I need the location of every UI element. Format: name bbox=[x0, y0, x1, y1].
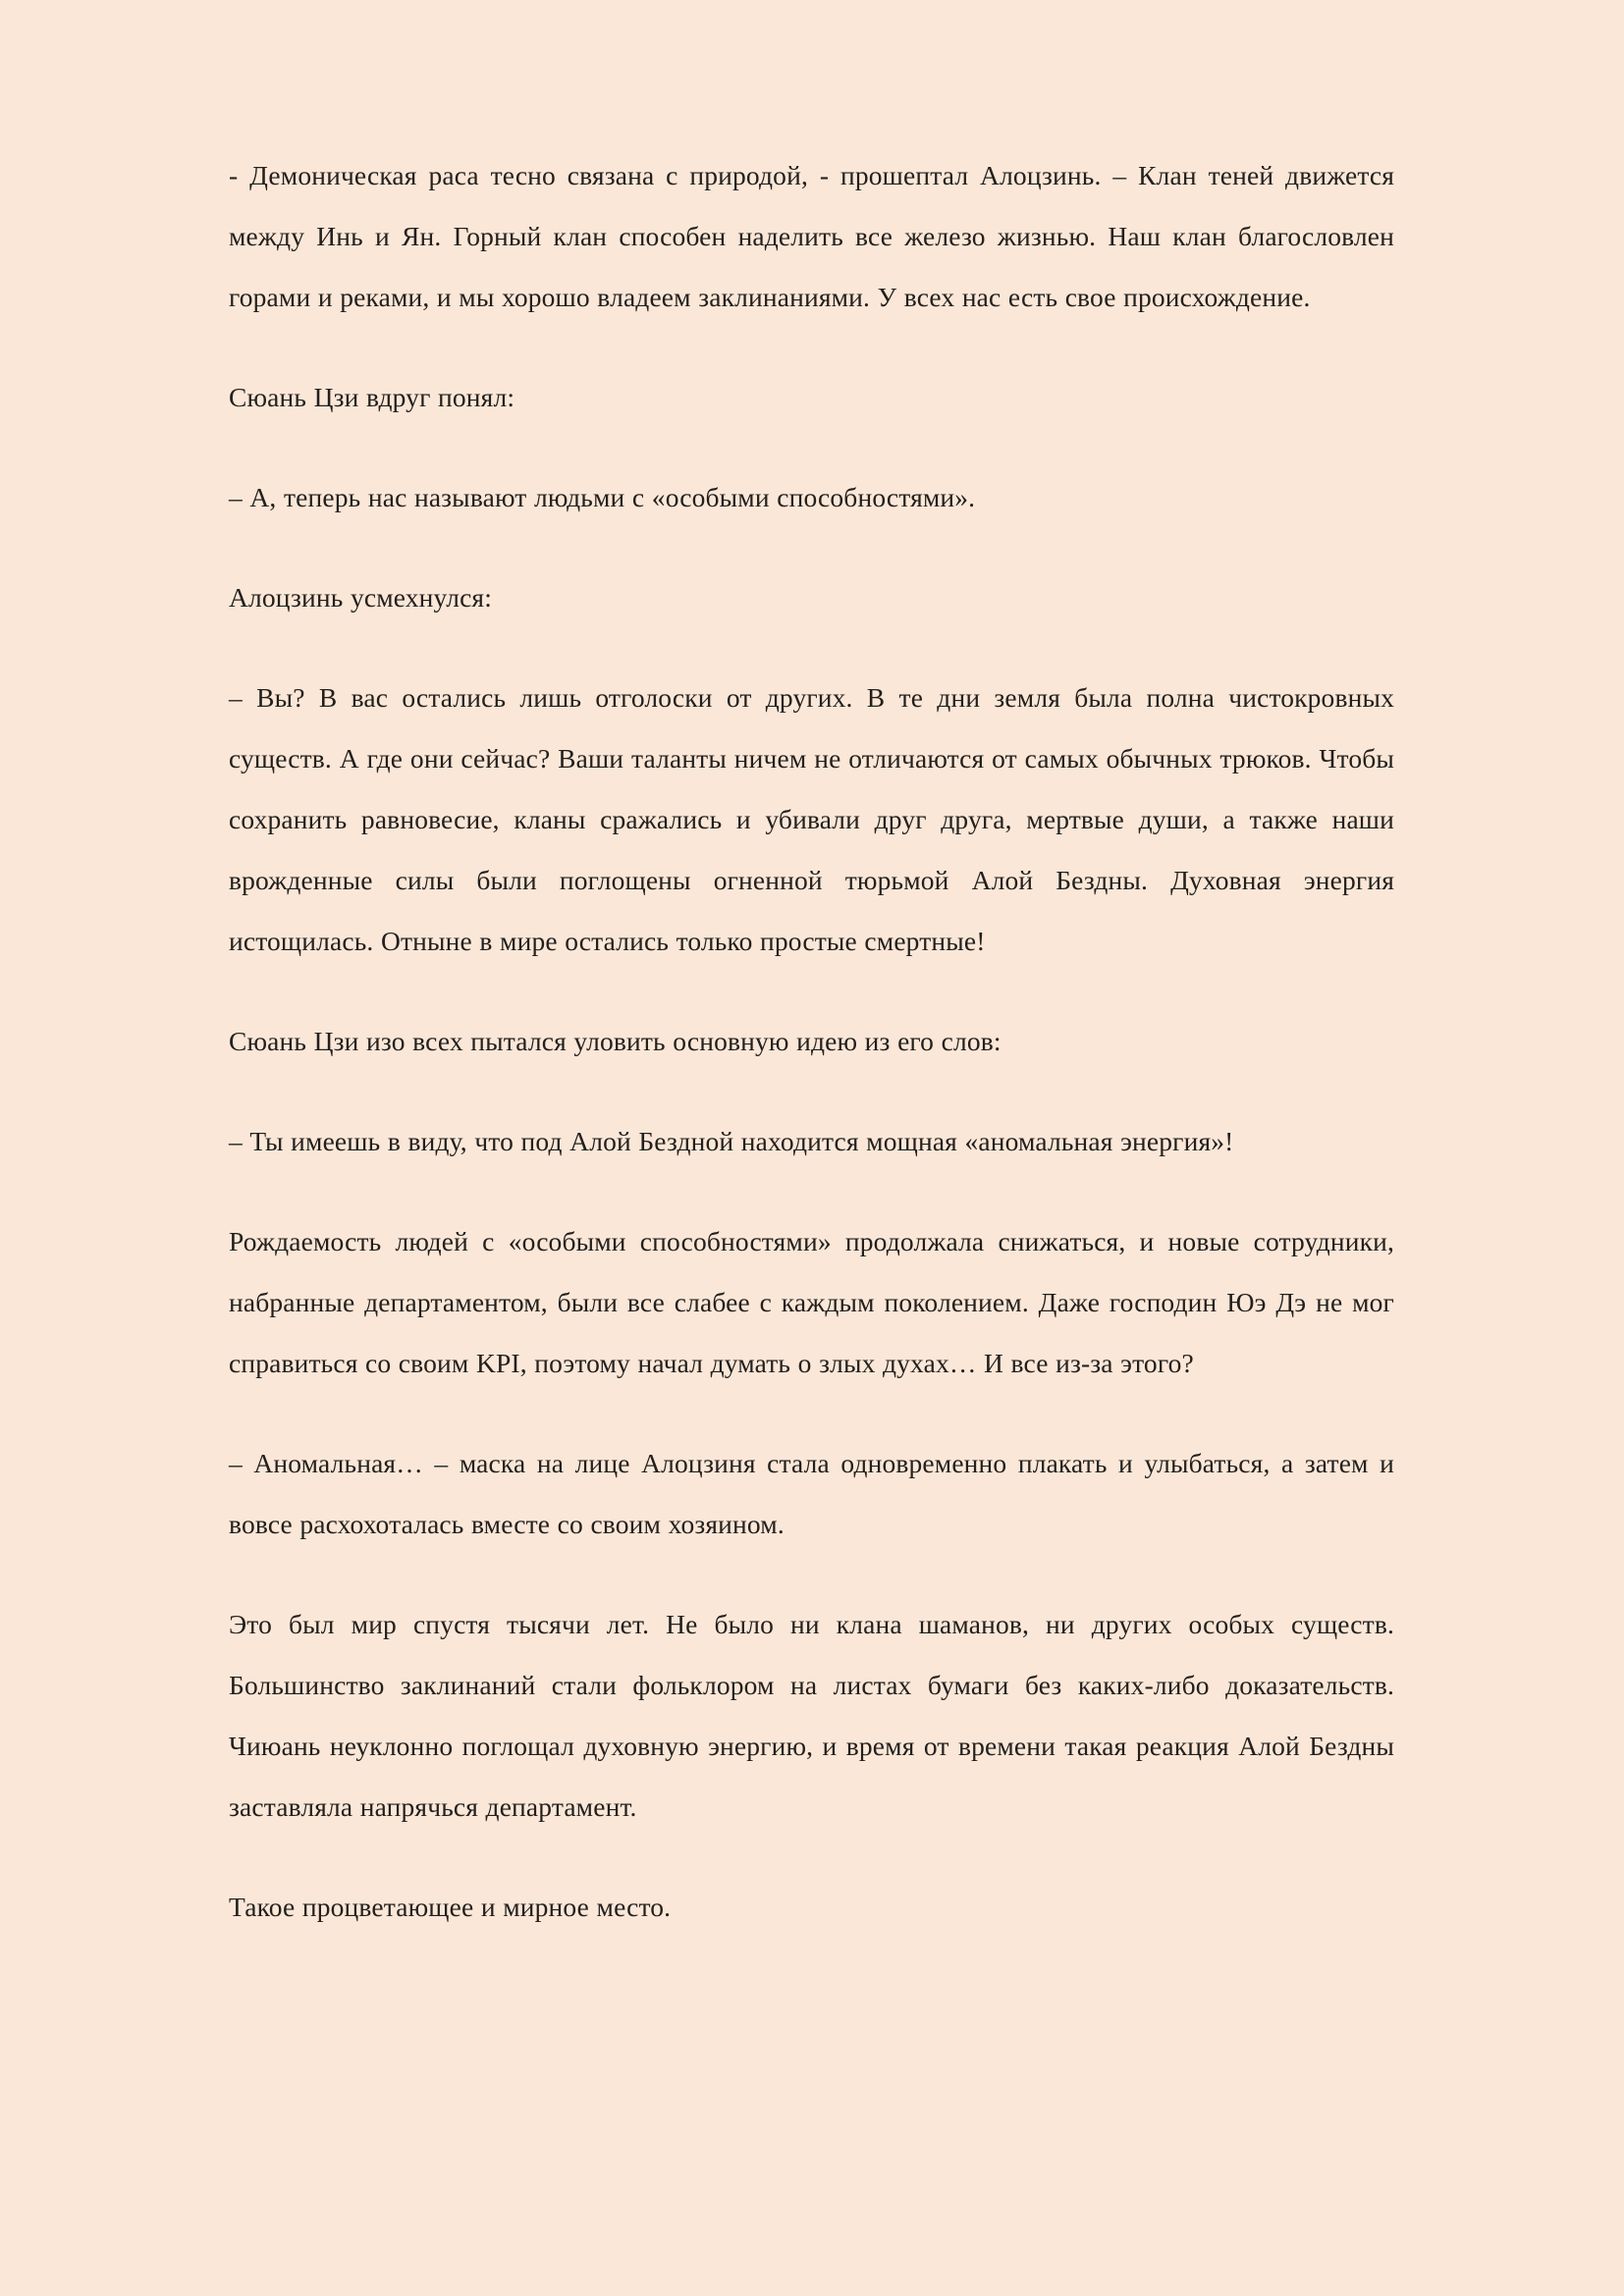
paragraph-4: Алоцзинь усмехнулся: bbox=[229, 582, 493, 613]
text-column bbox=[229, 145, 1394, 1938]
paragraph-5: – Вы? В вас остались лишь отголоски от других. В те дни земля была полна чистокровных существ. А где они сейчас? Ваши таланты ничем не отличаются от самых обычных трюков. Чтобы сохранить равновесие, кланы сражались и убивали друг друга, мертвые души, а также наши врожденные силы были поглощены огненной тюрьмой Алой Бездны. Духовная энергия истощилась. Отныне в мире остались только простые смертные! bbox=[229, 682, 1394, 956]
paragraph-9: – Аномальная… – маска на лице Алоцзиня стала одновременно плакать и улыбаться, а затем и вовсе расхохоталась вместе со своим хозяином. bbox=[229, 1448, 1394, 1539]
paragraph-1: - Демоническая раса тесно связана с природой, - прошептал Алоцзинь. – Клан теней движется между Инь и Ян. Горный клан способен наделить все железо жизнью. Наш клан благословлен горами и реками, и мы хорошо владеем заклинаниями. У всех нас есть свое происхождение. bbox=[229, 160, 1394, 312]
paragraph-6: Сюань Цзи изо всех пытался уловить основную идею из его слов: bbox=[229, 1026, 1001, 1056]
paragraph-3: – А, теперь нас называют людьми с «особыми способностями». bbox=[229, 482, 976, 512]
paragraph-8: Рождаемость людей с «особыми способностями» продолжала снижаться, и новые сотрудники, набранные департаментом, были все слабее с каждым поколением. Даже господин Юэ Дэ не мог справиться со своим KPI, поэтому начал думать о злых духах… И все из-за этого? bbox=[229, 1226, 1394, 1378]
paragraph-2: Сюань Цзи вдруг понял: bbox=[229, 382, 515, 412]
paragraph-11: Такое процветающее и мирное место. bbox=[229, 1892, 672, 1922]
paragraph-10: Это был мир спустя тысячи лет. Не было ни клана шаманов, ни других особых существ. Большинство заклинаний стали фольклором на листах бумаги без каких-либо доказательств. Чиюань неуклонно поглощал духовную энергию, и время от времени такая реакция Алой Бездны заставляла напрячься департамент. bbox=[229, 1609, 1394, 1822]
paragraph-7: – Ты имеешь в виду, что под Алой Бездной находится мощная «аномальная энергия»! bbox=[229, 1126, 1234, 1156]
